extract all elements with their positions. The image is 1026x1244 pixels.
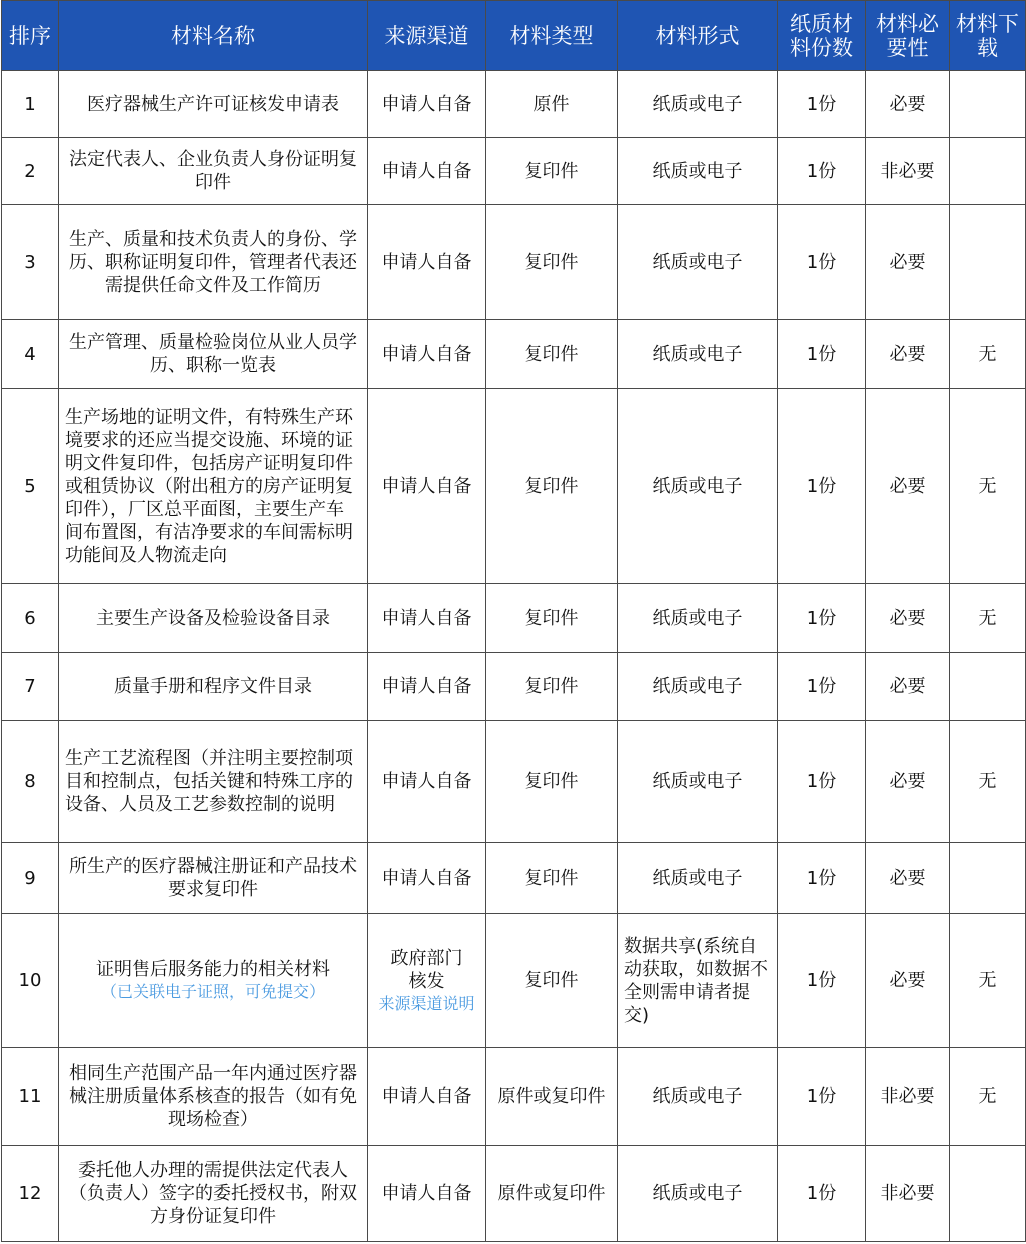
cell-copies: 1份	[778, 653, 866, 721]
header-download: 材料下载	[950, 1, 1026, 71]
cell-source-text: 政府部门核发	[390, 947, 463, 992]
cell-order: 4	[2, 320, 59, 389]
table-row	[2, 1048, 1026, 1146]
cell-order: 9	[2, 843, 59, 914]
header-copies: 纸质材料份数	[778, 1, 866, 71]
cell-required: 必要	[866, 843, 950, 914]
header-name: 材料名称	[59, 1, 368, 71]
cell-name: 所生产的医疗器械注册证和产品技术要求复印件	[59, 843, 368, 914]
cell-required: 必要	[866, 205, 950, 320]
header-row	[2, 1, 1026, 71]
cell-name: 主要生产设备及检验设备目录	[59, 584, 368, 653]
cell-required: 必要	[866, 389, 950, 584]
cell-download	[950, 843, 1026, 914]
header-required: 材料必要性	[866, 1, 950, 71]
cell-download	[950, 138, 1026, 205]
cell-form: 纸质或电子	[618, 653, 778, 721]
cell-source	[368, 914, 486, 1048]
cell-source: 申请人自备	[368, 1146, 486, 1242]
cell-required: 必要	[866, 320, 950, 389]
table-row	[2, 1146, 1026, 1242]
cell-copies: 1份	[778, 914, 866, 1048]
cell-name	[59, 914, 368, 1048]
cell-source: 申请人自备	[368, 843, 486, 914]
cell-download	[950, 1146, 1026, 1242]
cell-order: 7	[2, 653, 59, 721]
cell-form: 纸质或电子	[618, 205, 778, 320]
cell-type: 原件或复印件	[486, 1048, 618, 1146]
cell-order: 3	[2, 205, 59, 320]
cell-download	[950, 205, 1026, 320]
cell-copies: 1份	[778, 320, 866, 389]
table-row	[2, 320, 1026, 389]
materials-table	[1, 0, 1026, 1242]
cell-source: 申请人自备	[368, 389, 486, 584]
table-row	[2, 205, 1026, 320]
cell-copies: 1份	[778, 721, 866, 843]
header-source: 来源渠道	[368, 1, 486, 71]
cell-type: 复印件	[486, 320, 618, 389]
cell-order: 2	[2, 138, 59, 205]
cell-form: 数据共享(系统自动获取，如数据不全则需申请者提交)	[618, 914, 778, 1048]
cell-type: 复印件	[486, 584, 618, 653]
cell-form: 纸质或电子	[618, 843, 778, 914]
table-row	[2, 653, 1026, 721]
cell-required: 非必要	[866, 1146, 950, 1242]
header-type: 材料类型	[486, 1, 618, 71]
source-channel-info-link[interactable]: 来源渠道说明	[378, 993, 475, 1013]
table-row	[2, 138, 1026, 205]
cell-download	[950, 71, 1026, 138]
cell-required: 必要	[866, 721, 950, 843]
cell-copies: 1份	[778, 1146, 866, 1242]
cell-required: 非必要	[866, 1048, 950, 1146]
cell-order: 12	[2, 1146, 59, 1242]
cell-type: 复印件	[486, 721, 618, 843]
cell-form: 纸质或电子	[618, 584, 778, 653]
cell-copies: 1份	[778, 138, 866, 205]
cell-form: 纸质或电子	[618, 71, 778, 138]
header-form: 材料形式	[618, 1, 778, 71]
cell-name: 质量手册和程序文件目录	[59, 653, 368, 721]
cell-source: 申请人自备	[368, 205, 486, 320]
cell-source: 申请人自备	[368, 71, 486, 138]
cell-form: 纸质或电子	[618, 389, 778, 584]
cell-type: 复印件	[486, 914, 618, 1048]
cell-source: 申请人自备	[368, 721, 486, 843]
cell-order: 5	[2, 389, 59, 584]
cell-order: 8	[2, 721, 59, 843]
cell-download: 无	[950, 389, 1026, 584]
table-row	[2, 71, 1026, 138]
cell-required: 必要	[866, 653, 950, 721]
cell-type: 复印件	[486, 843, 618, 914]
cell-form: 纸质或电子	[618, 320, 778, 389]
table-row	[2, 721, 1026, 843]
cell-download: 无	[950, 1048, 1026, 1146]
cell-type: 复印件	[486, 389, 618, 584]
cell-source: 申请人自备	[368, 584, 486, 653]
cell-source: 申请人自备	[368, 653, 486, 721]
cell-order: 1	[2, 71, 59, 138]
cell-type: 原件	[486, 71, 618, 138]
cell-name: 委托他人办理的需提供法定代表人（负责人）签字的委托授权书，附双方身份证复印件	[59, 1146, 368, 1242]
cell-source: 申请人自备	[368, 138, 486, 205]
table-row	[2, 389, 1026, 584]
cell-name: 生产、质量和技术负责人的身份、学历、职称证明复印件，管理者代表还需提供任命文件及工作简历	[59, 205, 368, 320]
cell-name: 医疗器械生产许可证核发申请表	[59, 71, 368, 138]
cell-form: 纸质或电子	[618, 1048, 778, 1146]
cell-required: 非必要	[866, 138, 950, 205]
cell-form: 纸质或电子	[618, 138, 778, 205]
cell-copies: 1份	[778, 71, 866, 138]
cell-copies: 1份	[778, 584, 866, 653]
e-license-note: （已关联电子证照，可免提交）	[100, 982, 325, 1001]
cell-download: 无	[950, 914, 1026, 1048]
cell-type: 原件或复印件	[486, 1146, 618, 1242]
cell-required: 必要	[866, 584, 950, 653]
cell-required: 必要	[866, 71, 950, 138]
cell-name: 生产管理、质量检验岗位从业人员学历、职称一览表	[59, 320, 368, 389]
cell-order: 10	[2, 914, 59, 1048]
cell-download: 无	[950, 721, 1026, 843]
table-row	[2, 843, 1026, 914]
cell-download	[950, 653, 1026, 721]
cell-order: 6	[2, 584, 59, 653]
header-order: 排序	[2, 1, 59, 71]
cell-copies: 1份	[778, 389, 866, 584]
cell-required: 必要	[866, 914, 950, 1048]
cell-form: 纸质或电子	[618, 1146, 778, 1242]
cell-form: 纸质或电子	[618, 721, 778, 843]
cell-download: 无	[950, 584, 1026, 653]
cell-name: 生产工艺流程图（并注明主要控制项目和控制点，包括关键和特殊工序的设备、人员及工艺参数控制的说明	[59, 721, 368, 843]
cell-name: 生产场地的证明文件，有特殊生产环境要求的还应当提交设施、环境的证明文件复印件，包括房产证明复印件或租赁协议（附出租方的房产证明复印件），厂区总平面图，主要生产车间布置图，有洁净要求的车间需标明功能间及人物流走向	[59, 389, 368, 584]
cell-order: 11	[2, 1048, 59, 1146]
cell-name: 法定代表人、企业负责人身份证明复印件	[59, 138, 368, 205]
table-row	[2, 584, 1026, 653]
cell-type: 复印件	[486, 138, 618, 205]
cell-name-text: 证明售后服务能力的相关材料	[96, 959, 330, 980]
cell-name: 相同生产范围产品一年内通过医疗器械注册质量体系核查的报告（如有免现场检查）	[59, 1048, 368, 1146]
cell-source: 申请人自备	[368, 1048, 486, 1146]
cell-type: 复印件	[486, 653, 618, 721]
cell-source: 申请人自备	[368, 320, 486, 389]
cell-type: 复印件	[486, 205, 618, 320]
cell-copies: 1份	[778, 843, 866, 914]
cell-download: 无	[950, 320, 1026, 389]
table-row	[2, 914, 1026, 1048]
cell-copies: 1份	[778, 1048, 866, 1146]
cell-copies: 1份	[778, 205, 866, 320]
